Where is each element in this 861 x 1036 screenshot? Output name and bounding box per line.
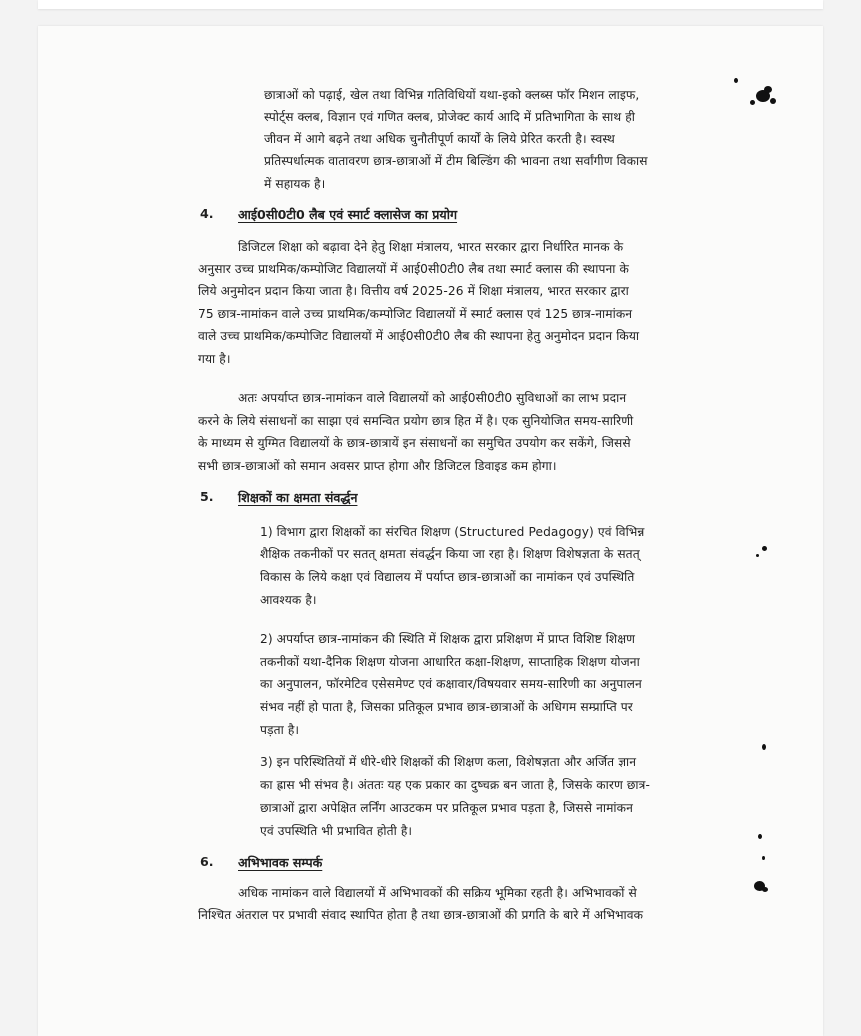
intro-line: प्रतिस्पर्धात्मक वातावरण छात्र-छात्राओं में टीम बिल्डिंग की भावना तथा सर्वांगीण विकास [264,154,648,168]
section-6-heading: अभिभावक सम्पर्क [238,855,323,870]
section-5-heading: शिक्षकों का क्षमता संवर्द्धन [238,490,358,505]
list-item-line: छात्राओं द्वारा अपेक्षित लर्निंग आउटकम पर प्रतिकूल प्रभाव पड़ता है, जिससे नामांकन [260,801,633,815]
list-item-line: एवं उपस्थिति भी प्रभावित होती है। [260,824,413,838]
paragraph-line: अधिक नामांकन वाले विद्यालयों में अभिभावकों की सक्रिय भूमिका रहती है। अभिभावकों से [238,886,637,900]
previous-page-edge [38,0,823,9]
list-item-line: 1) विभाग द्वारा शिक्षकों का संरचित शिक्षण (Structured Pedagogy) एवं विभिन्न [260,525,645,539]
paragraph-line: लिये अनुमोदन प्रदान किया जाता है। वित्तीय वर्ष 2025-26 में शिक्षा मंत्रालय, भारत सरकार द्वारा [198,284,629,298]
section-4-number: 4. [200,206,214,221]
section-5-number: 5. [200,489,214,504]
paragraph-line: अनुसार उच्च प्राथमिक/कम्पोजिट विद्यालयों में आई0सी0टी0 लैब तथा स्मार्ट क्लास की स्थापना के [198,262,629,276]
section-4-heading: आई0सी0टी0 लैब एवं स्मार्ट क्लासेज का प्रयोग [238,207,458,222]
intro-line: छात्राओं को पढ़ाई, खेल तथा विभिन्न गतिविधियों यथा-इको क्लब्स फॉर मिशन लाइफ, [264,88,640,102]
list-item-line: का अनुपालन, फॉरमेटिव एसेसमेण्ट एवं कक्षावार/विषयवार समय-सारिणी का अनुपालन [260,677,642,691]
list-item-line: का ह्रास भी संभव है। अंततः यह एक प्रकार का दुष्चक्र बन जाता है, जिसके कारण छात्र- [260,778,650,792]
paragraph-line: के माध्यम से युग्मित विद्यालयों के छात्र-छात्रायें इन संसाधनों का समुचित उपयोग कर सकेंगे, जिससे [198,436,631,450]
paragraph-line: गया है। [198,352,231,366]
intro-line: में सहायक है। [264,177,326,191]
paragraph-line: डिजिटल शिक्षा को बढ़ावा देने हेतु शिक्षा मंत्रालय, भारत सरकार द्वारा निर्धारित मानक के [238,240,624,254]
list-item-line: विकास के लिये कक्षा एवं विद्यालय में पर्याप्त छात्र-छात्राओं का नामांकन एवं उपस्थिति [260,570,635,584]
paragraph-line: वाले उच्च प्राथमिक/कम्पोजिट विद्यालयों में आई0सी0टी0 लैब की स्थापना हेतु अनुमोदन प्रदान किया [198,329,640,343]
list-item-line: पड़ता है। [260,723,300,737]
list-item-line: संभव नहीं हो पाता है, जिसका प्रतिकूल प्रभाव छात्र-छात्राओं के अधिगम सम्प्राप्ति पर [260,700,633,714]
list-item-line: शैक्षिक तकनीकों पर सतत् क्षमता संवर्द्धन किया जा रहा है। शिक्षण विशेषज्ञता के सतत् [260,547,640,561]
paragraph-line: अतः अपर्याप्त छात्र-नामांकन वाले विद्यालयों को आई0सी0टी0 सुविधाओं का लाभ प्रदान [238,391,627,405]
section-6-number: 6. [200,854,214,869]
document-page[interactable] [38,26,823,1036]
paragraph-line: 75 छात्र-नामांकन वाले उच्च प्राथमिक/कम्पोजिट विद्यालयों में स्मार्ट क्लास एवं 125 छात्र-नामांकन [198,307,633,321]
list-item-line: 2) अपर्याप्त छात्र-नामांकन की स्थिति में शिक्षक द्वारा प्रशिक्षण में प्राप्त विशिष्ट शिक्षण [260,632,636,646]
list-item-line: 3) इन परिस्थितियों में धीरे-धीरे शिक्षकों की शिक्षण कला, विशेषज्ञता और अर्जित ज्ञान [260,755,637,769]
paragraph-line: निश्चित अंतराल पर प्रभावी संवाद स्थापित होता है तथा छात्र-छात्राओं की प्रगति के बारे में अभिभावक [198,908,644,922]
paragraph-line: करने के लिये संसाधनों का साझा एवं समन्वित प्रयोग छात्र हित में है। एक सुनियोजित समय-सारिणी [198,414,634,428]
intro-line: जीवन में आगे बढ़ने तथा अधिक चुनौतीपूर्ण कार्यों के लिये प्रेरित करती है। स्वस्थ [264,132,615,146]
list-item-line: आवश्यक है। [260,593,317,607]
paragraph-line: सभी छात्र-छात्राओं को समान अवसर प्राप्त होगा और डिजिटल डिवाइड कम होगा। [198,459,557,473]
list-item-line: तकनीकों यथा-दैनिक शिक्षण योजना आधारित कक्षा-शिक्षण, साप्ताहिक शिक्षण योजना [260,655,640,669]
intro-line: स्पोर्ट्स क्लब, विज्ञान एवं गणित क्लब, प्रोजेक्ट कार्य आदि में प्रतिभागिता के साथ ही [264,110,636,124]
